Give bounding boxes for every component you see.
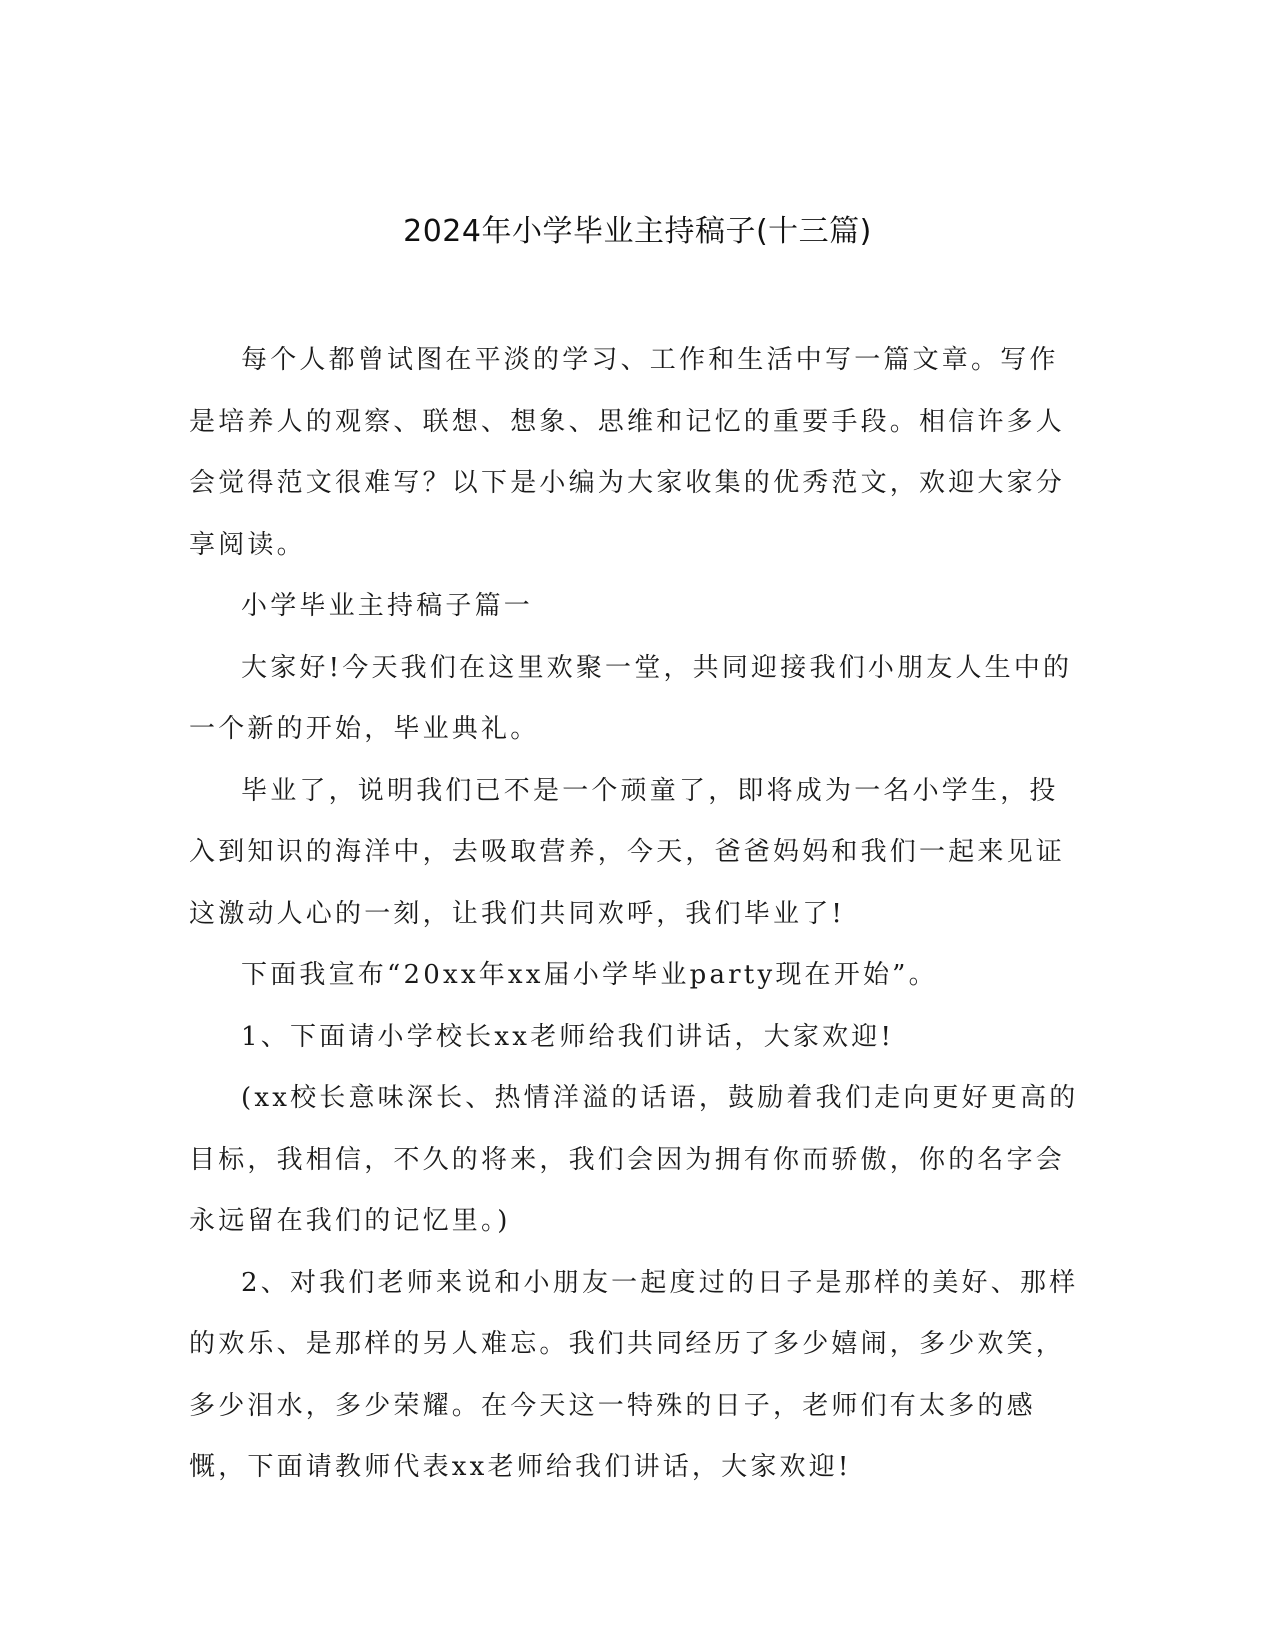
- intro-paragraph: 每个人都曾试图在平淡的学习、工作和生活中写一篇文章。写作是培养人的观察、联想、想象、思维和记忆的重要手段。相信许多人会觉得范文很难写？以下是小编为大家收集的优秀范文，欢迎大家分享阅读。: [189, 345, 1066, 560]
- body-paragraph: 大家好!今天我们在这里欢聚一堂，共同迎接我们小朋友人生中的一个新的开始，毕业典礼。: [189, 652, 1073, 744]
- section-heading: 小学毕业主持稿子篇一: [241, 591, 534, 621]
- document-title: 2024年小学毕业主持稿子(十三篇): [403, 214, 872, 249]
- body-paragraph: 2、对我们老师来说和小朋友一起度过的日子是那样的美好、那样的欢乐、是那样的另人难忘。我们共同经历了多少嬉闹，多少欢笑，多少泪水，多少荣耀。在今天这一特殊的日子，老师们有太多的感慨，下面请教师代表xx老师给我们讲话，大家欢迎!: [189, 1267, 1079, 1482]
- body-paragraph: 1、下面请小学校长xx老师给我们讲话，大家欢迎!: [241, 1021, 895, 1052]
- body-paragraph: 下面我宣布“20xx年xx届小学毕业party现在开始”。: [241, 960, 938, 990]
- body-paragraph: 毕业了，说明我们已不是一个顽童了，即将成为一名小学生，投入到知识的海洋中，去吸取营养，今天，爸爸妈妈和我们一起来见证这激动人心的一刻，让我们共同欢呼，我们毕业了!: [189, 775, 1066, 929]
- body-paragraph: (xx校长意味深长、热情洋溢的话语，鼓励着我们走向更好更高的目标，我相信，不久的将来，我们会因为拥有你而骄傲，你的名字会永远留在我们的记忆里。): [189, 1083, 1079, 1236]
- document-body: [189, 330, 1079, 1499]
